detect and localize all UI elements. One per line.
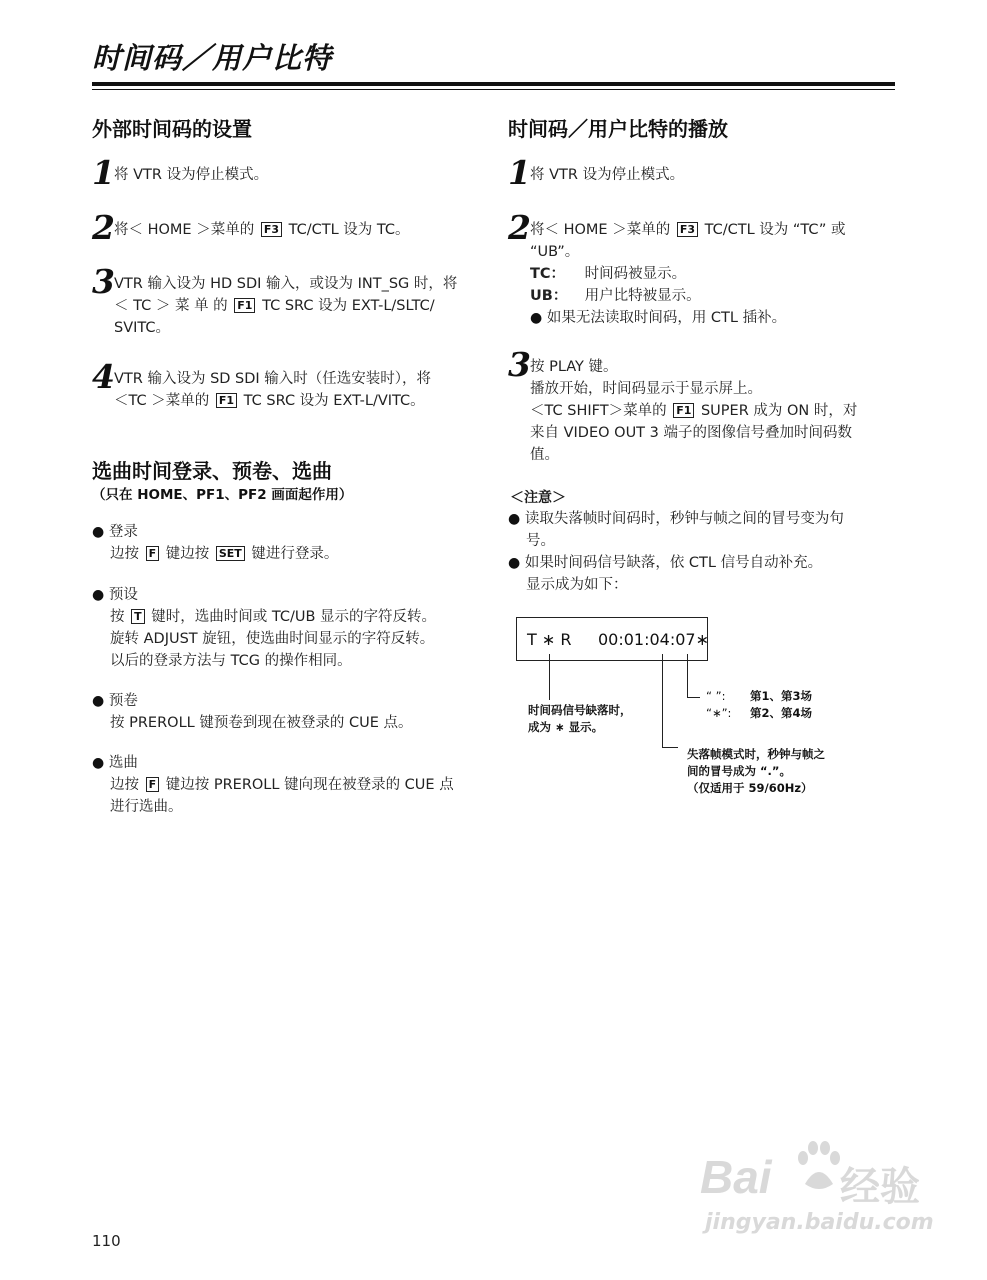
- step-3-line-2: [114, 295, 484, 317]
- ub-row: [530, 285, 898, 307]
- title-rule-thin: [92, 89, 895, 90]
- r-step-3-text: [530, 356, 898, 466]
- step-4-line-1: VTR 输入设为 SD SDI 输入时（任选安装时），将: [114, 371, 432, 387]
- caption-left-1: 时间码信号缺落时，: [528, 703, 632, 717]
- page-number: 110: [92, 1232, 121, 1250]
- r-step-1-text: 将 VTR 设为停止模式。: [530, 167, 685, 183]
- display-right-text: 00:01:04:07∗: [598, 630, 710, 649]
- step-number-1: 1: [92, 153, 115, 192]
- item-preroll-title: 预卷: [108, 693, 138, 709]
- r-step-2-text: [530, 219, 898, 329]
- watermark-brand-2: 经验: [840, 1164, 920, 1210]
- f1-key: F1: [673, 403, 694, 418]
- caption-left: [528, 702, 632, 736]
- ub-text: 用户比特被显示。: [584, 288, 701, 304]
- text: ＜TC SHIFT＞菜单的: [530, 403, 667, 419]
- note-2-line-2: 显示成为如下：: [526, 577, 628, 593]
- r-step-3-line-1: 按 PLAY 键。: [530, 359, 618, 375]
- item-preset: [92, 584, 436, 672]
- bullet-icon: ●: [92, 693, 105, 709]
- ub-label: UB：: [530, 288, 568, 304]
- r-step-3-line-2: 播放开始，时间码显示于显示屏上。: [530, 381, 762, 397]
- text: 将＜ HOME ＞菜单的: [530, 222, 671, 238]
- text: 边按: [110, 777, 139, 793]
- bullet-icon: ●: [508, 511, 521, 527]
- item-preset-line-1: [92, 606, 436, 628]
- step-number-4: 4: [92, 357, 115, 396]
- step-2-text-pre: 将＜ HOME ＞菜单的: [114, 222, 255, 238]
- caption-left-2: 成为 ∗ 显示。: [528, 720, 604, 734]
- tc-label: TC：: [530, 266, 566, 282]
- title-rule: [92, 82, 895, 86]
- caption-right: [706, 688, 812, 722]
- caption-right-2-text: 第2、第4场: [750, 706, 813, 720]
- leader-line-right-h: [687, 697, 700, 698]
- watermark-brand: Bai: [700, 1151, 772, 1203]
- f-key: F: [146, 546, 160, 561]
- caption-bottom-2: 间的冒号成为 “.”。: [687, 764, 791, 778]
- f-key: F: [146, 777, 160, 792]
- step-number-2: 2: [508, 208, 531, 247]
- f3-key: F3: [261, 222, 282, 237]
- section-heading-playback: 时间码／用户比特的播放: [508, 117, 728, 141]
- item-preroll: [92, 690, 412, 734]
- text: 边按: [110, 546, 139, 562]
- watermark-url: jingyan.baidu.com: [705, 1210, 934, 1235]
- bullet-icon: ●: [92, 524, 105, 540]
- section-heading-cue: 选曲时间登录、预卷、选曲: [92, 459, 332, 483]
- caption-bottom: [687, 746, 825, 797]
- item-preset-line-3: 以后的登录方法与 TCG 的操作相同。: [110, 653, 352, 669]
- bullet-icon: ●: [92, 755, 105, 771]
- paw-icon: [795, 1140, 841, 1196]
- note-1-line-2: 号。: [526, 533, 555, 549]
- item-register-title: 登录: [108, 524, 138, 540]
- section-heading-external-tc: 外部时间码的设置: [92, 117, 252, 141]
- step-2-text-post: TC/CTL 设为 TC。: [288, 222, 410, 238]
- text: 键边按: [165, 546, 210, 562]
- bullet-icon: ●: [92, 587, 105, 603]
- item-cue-line-2: 进行选曲。: [110, 799, 183, 815]
- notes-body: [508, 508, 898, 596]
- step-4-line-2-post: TC SRC 设为 EXT-L/VITC。: [243, 393, 425, 409]
- step-number-3: 3: [92, 262, 115, 301]
- leader-line-left: [549, 654, 550, 700]
- f1-key: F1: [234, 298, 255, 313]
- step-2-text: [114, 219, 410, 241]
- item-cue: [92, 752, 454, 818]
- step-number-2: 2: [92, 208, 115, 247]
- text: TC/CTL 设为 “TC” 或: [704, 222, 846, 238]
- item-preset-title: 预设: [108, 587, 138, 603]
- caption-bottom-1: 失落帧模式时，秒钟与帧之: [687, 747, 825, 761]
- bullet-icon: ●: [508, 555, 521, 571]
- item-register: [92, 521, 338, 565]
- r-step-3-line-4: 来自 VIDEO OUT 3 端子的图像信号叠加时间码数: [530, 425, 852, 441]
- item-preroll-line-1: 按 PREROLL 键预卷到现在被登录的 CUE 点。: [110, 715, 413, 731]
- text: 读取失落帧时间码时，秒钟与帧之间的冒号变为句: [524, 511, 844, 527]
- step-3-line-1: VTR 输入设为 HD SDI 输入，或设为 INT_SG 时，将: [114, 276, 458, 292]
- item-cue-line-1: [92, 774, 454, 796]
- r-step-2-note: [530, 307, 898, 329]
- tc-text: 时间码被显示。: [584, 266, 687, 282]
- f3-key: F3: [677, 222, 698, 237]
- text: 键时，选曲时间或 TC/UB 显示的字符反转。: [151, 609, 437, 625]
- text: 键进行登录。: [251, 546, 339, 562]
- item-cue-title: 选曲: [108, 755, 138, 771]
- r-step-3-line-5: 值。: [530, 447, 559, 463]
- r-step-2-line-2: “UB”。: [530, 244, 580, 260]
- step-4-line-2-pre: ＜TC ＞菜单的: [114, 393, 210, 409]
- bullet-icon: ●: [530, 310, 543, 326]
- text: 如果无法读取时间码，用 CTL 插补。: [546, 310, 787, 326]
- text: 按: [110, 609, 125, 625]
- note-2-line-1: [508, 552, 898, 574]
- r-step-2-line-1: [530, 219, 898, 241]
- f1-key: F1: [216, 393, 237, 408]
- step-4-line-2: [114, 390, 484, 412]
- leader-line-right: [687, 654, 688, 698]
- leader-line-middle: [662, 654, 663, 748]
- step-3-line-3: SVITC。: [114, 320, 171, 336]
- tc-row: [530, 263, 898, 285]
- step-3-text: [114, 273, 484, 339]
- caption-right-1-sym: “ ”:: [706, 689, 726, 703]
- step-number-3: 3: [508, 345, 531, 384]
- caption-right-1-text: 第1、第3场: [750, 689, 813, 703]
- section-subheading-cue: （只在 HOME、PF1、PF2 画面起作用）: [92, 487, 353, 503]
- set-key: SET: [216, 546, 245, 561]
- t-key: T: [131, 609, 145, 624]
- display-left-text: T ∗ R: [527, 630, 572, 649]
- text: SUPER 成为 ON 时，对: [700, 403, 858, 419]
- item-register-line-1: [92, 543, 338, 565]
- note-1-line-1: [508, 508, 898, 530]
- leader-line-middle-h: [662, 747, 678, 748]
- item-preset-line-2: 旋转 ADJUST 旋钮，使选曲时间显示的字符反转。: [110, 631, 435, 647]
- caption-right-2-sym: “∗”:: [706, 706, 732, 720]
- r-step-3-line-3: [530, 400, 898, 422]
- notes-heading: ＜注意＞: [510, 490, 566, 506]
- page-title: 时间码／用户比特: [92, 41, 333, 75]
- text: 键边按 PREROLL 键向现在被登录的 CUE 点: [165, 777, 454, 793]
- step-number-1: 1: [508, 153, 531, 192]
- step-4-text: [114, 368, 484, 412]
- step-3-line-2-pre: ＜ TC ＞ 菜 单 的: [114, 298, 228, 314]
- step-3-line-2-post: TC SRC 设为 EXT-L/SLTC/: [262, 298, 435, 314]
- step-1-text: 将 VTR 设为停止模式。: [114, 167, 269, 183]
- caption-bottom-3: （仅适用于 59/60Hz）: [687, 781, 813, 795]
- text: 如果时间码信号缺落，依 CTL 信号自动补充。: [524, 555, 823, 571]
